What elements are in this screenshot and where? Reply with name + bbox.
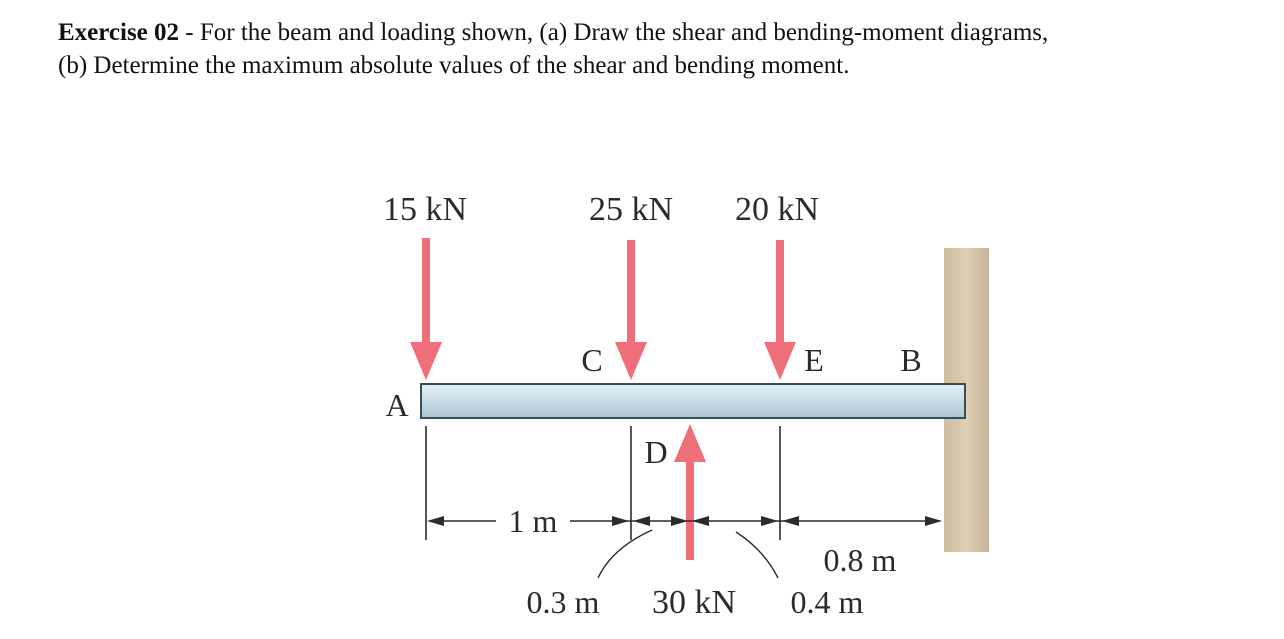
load-label-d: 30 kN xyxy=(651,584,737,621)
extension-lines xyxy=(426,426,780,540)
problem-line-2: (b) Determine the maximum absolute values of the shear and bending moment. xyxy=(58,52,850,79)
dimension-label-eb: 0.8 m xyxy=(823,542,897,578)
load-label-e: 20 kN xyxy=(734,191,820,228)
point-label-e: E xyxy=(804,342,824,378)
load-label-a: 15 kN xyxy=(382,191,468,228)
load-arrow-d xyxy=(674,424,706,560)
point-label-a: A xyxy=(385,387,409,423)
load-arrow-e xyxy=(764,240,796,380)
beam xyxy=(421,384,965,418)
point-label-c: C xyxy=(581,342,603,378)
dimension-label-ac: 1 m xyxy=(508,503,558,539)
problem-line-1: For the beam and loading shown, (a) Draw the shear and bending-moment diagrams, xyxy=(199,19,1049,46)
dimension-label-de: 0.4 m xyxy=(790,584,864,620)
load-label-c: 25 kN xyxy=(588,191,674,228)
load-arrow-a xyxy=(410,238,442,380)
load-arrow-c xyxy=(615,240,647,380)
point-label-b: B xyxy=(900,342,922,378)
exercise-label: Exercise 02 xyxy=(58,19,180,46)
dimension-label-cd: 0.3 m xyxy=(526,584,600,620)
exercise-separator: - xyxy=(179,19,200,46)
point-label-d: D xyxy=(644,434,668,470)
